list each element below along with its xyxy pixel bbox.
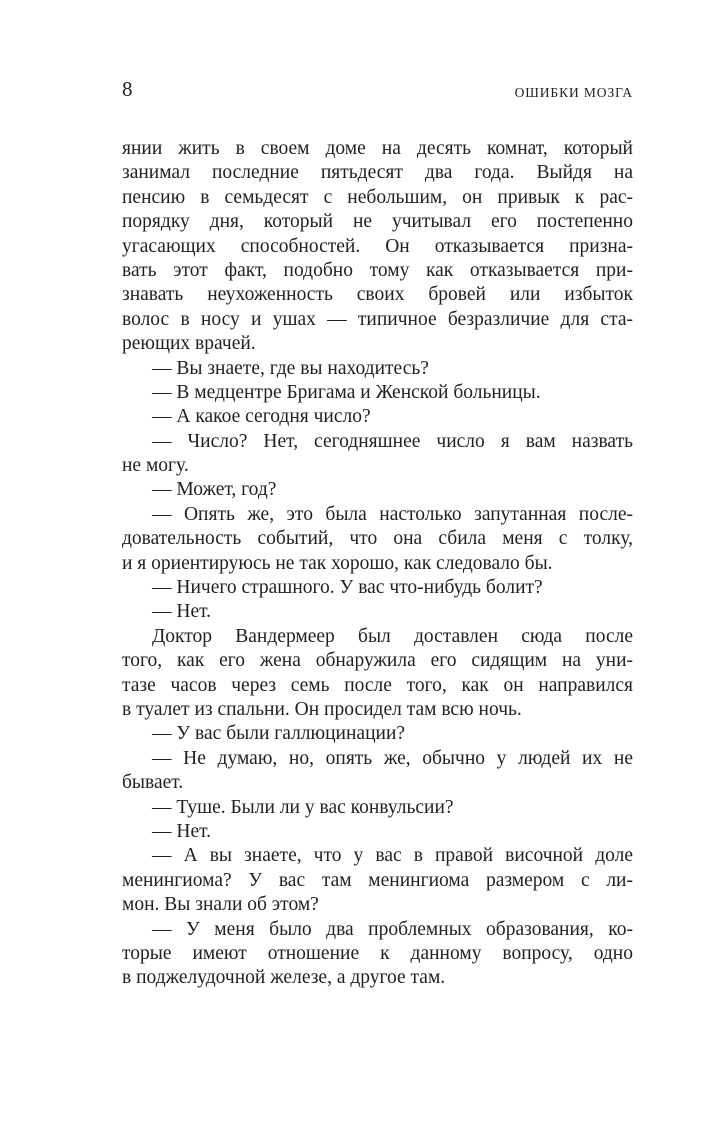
text-line: и я ориентируюсь не так хорошо, как следовало бы. [122,552,553,574]
dialogue-line: — Не думаю, но, опять же, обычно у людей их не [152,747,633,769]
dialogue-line: — Нет. [152,820,212,842]
dialogue-line: — Нет. [152,601,212,623]
dialogue-line: — Опять же, это была настолько запутанная после- [152,503,633,525]
text-line: знавать неухоженность своих бровей или избыток [122,284,633,306]
text-line: того, как его жена обнаружила его сидящим на уни- [122,650,633,672]
text-line: бывает. [122,772,184,794]
body-text [122,137,633,991]
dialogue-line: — Туше. Были ли у вас конвульсии? [152,796,454,818]
dialogue-line: — А какое сегодня число? [152,406,371,428]
text-line: не могу. [122,455,189,477]
text-line: порядку дня, который не учитывал его постепенно [122,211,633,233]
text-line: мон. Вы знали об этом? [122,894,319,916]
text-line: реющих врачей. [122,333,256,355]
text-line: торые имеют отношение к данному вопросу, одно [122,942,633,964]
text-line: волос в носу и ушах — типичное безразличие для ста- [122,308,633,330]
page-number: 8 [122,77,133,101]
dialogue-line: — В медцентре Бригама и Женской больницы. [152,381,541,403]
text-line: янии жить в своем доме на десять комнат, который [122,138,633,159]
dialogue-line: — А вы знаете, что у вас в правой височной доле [152,845,633,867]
paragraph-line: Доктор Вандермеер был доставлен сюда после [152,625,633,647]
text-line: довательность событий, что она сбила меня с толку, [122,528,633,550]
text-line: угасающих способностей. Он отказывается призна- [122,235,633,257]
dialogue-line: — У вас были галлюцинации? [152,723,406,745]
text-line: занимал последние пятьдесят два года. Выйдя на [122,162,633,184]
dialogue-line: — Вы знаете, где вы находитесь? [152,357,429,379]
running-title: ОШИБКИ МОЗГА [514,85,633,100]
text-line: в поджелудочной железе, а другое там. [122,967,446,989]
dialogue-line: — У меня было два проблемных образования, ко- [152,918,633,940]
dialogue-line: — Число? Нет, сегодняшнее число я вам назвать [152,430,633,452]
text-line: в туалет из спальни. Он просидел там всю ночь. [122,698,522,720]
text-line: вать этот факт, подобно тому как отказывается при- [122,259,633,281]
text-line: пенсию в семьдесят с небольшим, он привык к рас- [122,186,633,208]
text-line: тазе часов через семь после того, как он направился [122,674,633,696]
text-line: менингиома? У вас там менингиома размером с ли- [122,869,633,891]
dialogue-line: — Ничего страшного. У вас что-нибудь болит? [152,577,543,599]
dialogue-line: — Может, год? [152,479,277,501]
